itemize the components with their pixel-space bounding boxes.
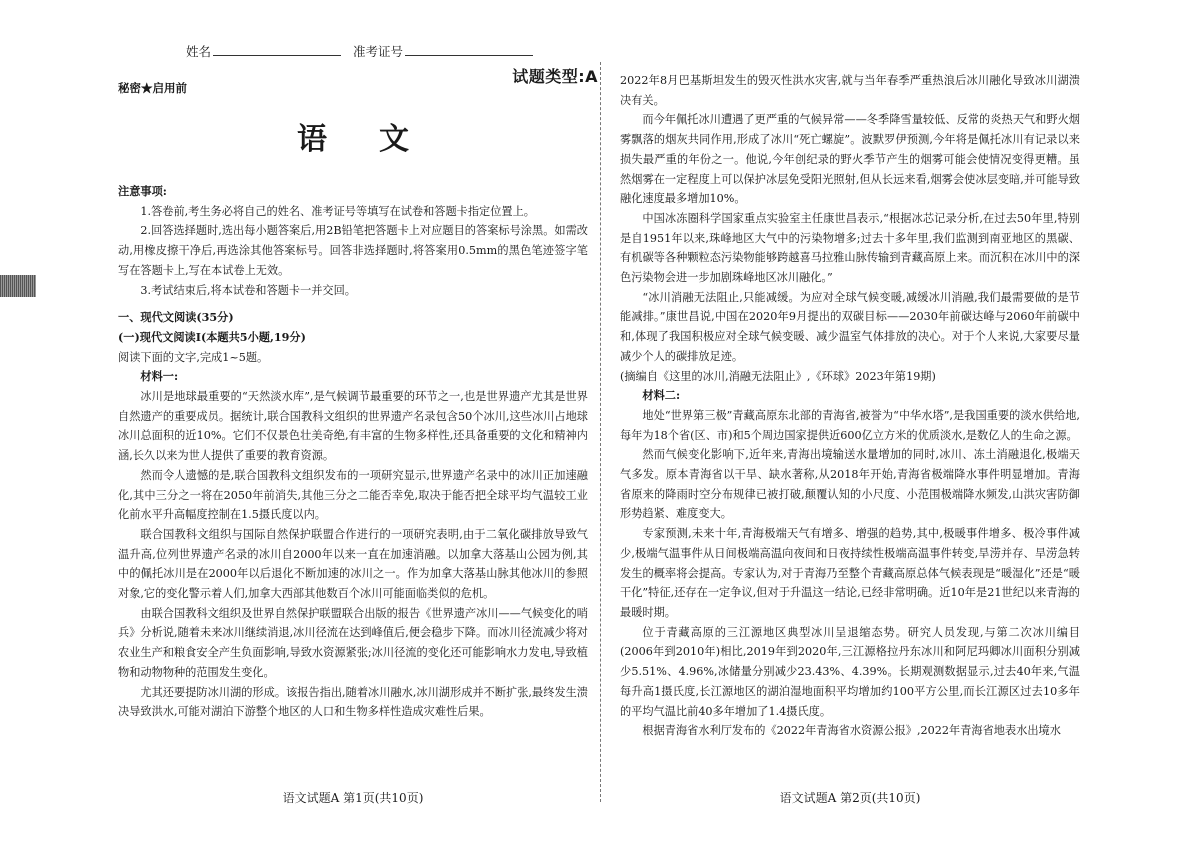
note-item: 3.考试结束后,将本试卷和答题卡一并交回。 xyxy=(140,283,356,297)
candidate-info-line xyxy=(186,42,541,60)
note-item: 1.答卷前,考生务必将自己的姓名、准考证号等填写在试卷和答题卡指定位置上。 xyxy=(140,204,535,218)
paragraph: 中国冰冻圈科学国家重点实验室主任康世昌表示,“根据冰芯记录分析,在过去50年里,特别是自1951年以来,珠峰地区大气中的污染物增多;过去十多年里,我们监测到南亚地区的黑碳、有机碳等各种颗粒态污染物能够跨越喜马拉雅山脉传输到青藏高原上来。而沉积在冰川中的深色污染物会进一步加剧珠峰地区冰川融化。” xyxy=(620,211,1080,285)
paragraph: 由联合国教科文组织及世界自然保护联盟联合出版的报告《世界遗产冰川——气候变化的哨兵》分析说,随着未来冰川继续消退,冰川径流在达到峰值后,便会稳步下降。而冰川径流减少将对农业生产和粮食安全产生负面影响,导致水资源紧张;冰川径流的变化还可能影响水力发电,导致植物和动物物种的范围发生变化。 xyxy=(118,606,588,679)
paragraph: 地处“世界第三极”青藏高原东北部的青海省,被誉为“中华水塔”,是我国重要的淡水供给地,每年为18个省(区、市)和5个周边国家提供近600亿立方米的优质淡水,是数亿人的生命之源。 xyxy=(620,408,1080,442)
material-2-label: 材料二: xyxy=(642,388,681,403)
name-blank[interactable] xyxy=(213,43,341,56)
id-label: 准考证号 xyxy=(353,44,404,59)
paragraph: “冰川消融无法阻止,只能减缓。为应对全球气候变暖,减缓冰川消融,我们最需要做的是节能减排。”康世昌说,中国在2020年9月提出的双碳目标——2030年前碳达峰与2060年前碳中和,体现了我国积极应对全球气候变暖、减少温室气体排放的决心。对于个人来说,大家要尽量减少个人的碳排放足迹。 xyxy=(620,290,1080,363)
exam-type-label: 试题类型:A xyxy=(512,67,598,86)
paragraph: 尤其还要提防冰川湖的形成。该报告指出,随着冰川融水,冰川湖形成并不断扩张,最终发生溃决导致洪水,可能对湖泊下游整个地区的人口和生物多样性造成灾难性后果。 xyxy=(118,685,588,719)
paragraph: 位于青藏高原的三江源地区典型冰川呈退缩态势。研究人员发现,与第二次冰川编目(2006年到2010年)相比,2019年到2020年,三江源格拉丹东冰川和阿尼玛卿冰川面积分别减少5.51%、4.96%,冰储量分别减少23.43%、4.39%。长期观测数据显示,过去40年来,气温每升高1摄氏度,长江源地区的湖泊湿地面积平均增加约100平方公里,而长江源区过去10多年的平均气温比前40多年增加了1.4摄氏度。 xyxy=(620,625,1080,718)
page-2-footer: 语文试题A 第2页(共10页) xyxy=(779,791,921,805)
note-item: 2.回答选择题时,选出每小题答案后,用2B铅笔把答题卡上对应题目的答案标号涂黑。如需改动,用橡皮擦干净后,再选涂其他答案标号。回答非选择题时,将答案用0.5mm的黑色笔迹签字笔写在答题卡上,写在本试卷上无效。 xyxy=(118,224,588,277)
paragraph: 而今年佩托冰川遭遇了更严重的气候异常——冬季降雪量较低、反常的炎热天气和野火烟雾飘落的烟灰共同作用,形成了冰川“死亡螺旋”。波默罗伊预测,今年将是佩托冰川有记录以来损失最严重的年份之一。他说,今年创纪录的野火季节产生的烟雾可能会使情况变得更糟。虽然烟雾在一定程度上可以保护冰层免受阳光照射,但从长远来看,烟雾会使冰层变暗,并可能导致融化速度最多增加10%。 xyxy=(620,113,1080,206)
subject-title: 语文 xyxy=(297,122,461,157)
paragraph: 专家预测,未来十年,青海极端天气有增多、增强的趋势,其中,极暖事件增多、极冷事件减少,极端气温事件从日间极端高温向夜间和日夜持续性极端高温事件转变,旱涝并存、旱涝急转发生的概率将会提高。专家认为,对于青海乃至整个青藏高原总体气候表现是“暖湿化”还是“暖干化”特征,还存在一定争议,但对于升温这一结论,已经非常明确。近10年是21世纪以来青海的最暖时期。 xyxy=(620,527,1080,619)
source-citation: (摘编自《这里的冰川,消融无法阻止》,《环球》2023年第19期) xyxy=(620,369,936,383)
paragraph: 联合国教科文组织与国际自然保护联盟合作进行的一项研究表明,由于二氧化碳排放导致气温升高,位列世界遗产名录的冰川自2000年以来一直在加速消融。以加拿大落基山公园为例,其中的佩托冰川是在2000年以后退化不断加速的冰川之一。作为加拿大落基山脉其他冰川的参照对象,它的变化警示着人们,加拿大西部其他数百个冰川可能面临类似的危机。 xyxy=(118,527,588,601)
page-divider xyxy=(600,62,601,802)
name-label: 姓名 xyxy=(186,44,212,59)
secret-label: 秘密★启用前 xyxy=(118,81,187,95)
section-instruction: 阅读下面的文字,完成1~5题。 xyxy=(118,350,269,364)
page-1 xyxy=(118,0,598,849)
paragraph: 2022年8月巴基斯坦发生的毁灭性洪水灾害,就与当年春季严重热浪后冰川融化导致冰川湖溃决有关。 xyxy=(620,74,1080,107)
page-1-footer: 语文试题A 第1页(共10页) xyxy=(282,791,424,805)
paragraph: 根据青海省水利厅发布的《2022年青海省水资源公报》,2022年青海省地表水出境水 xyxy=(642,724,1061,738)
paragraph: 然而令人遗憾的是,联合国教科文组织发布的一项研究显示,世界遗产名录中的冰川正加速融化,其中三分之一将在2050年前消失,其他三分之二能否幸免,取决于能否把全球平均气温较工业化前水平升高幅度控制在1.5摄氏度以内。 xyxy=(118,468,588,522)
id-blank[interactable] xyxy=(405,43,533,56)
section-subtitle: (一)现代文阅读Ⅰ(本题共5小题,19分) xyxy=(118,329,306,344)
left-page-text xyxy=(118,182,588,722)
page-2 xyxy=(620,0,1080,849)
material-1-label: 材料一: xyxy=(140,369,179,384)
paragraph: 冰川是地球最重要的“天然淡水库”,是气候调节最重要的环节之一,也是世界遗产尤其是世界自然遗产的重要成员。据统计,联合国教科文组织的世界遗产名录包含50个冰川,这些冰川占地球冰川总面积的近10%。它们不仅景色壮美奇绝,有丰富的生物多样性,还具备重要的文化和精神内涵,长久以来为世人提供了重要的教育资源。 xyxy=(118,390,588,463)
section-title: 一、现代文阅读(35分) xyxy=(118,310,234,325)
binding-crop-mark xyxy=(0,275,36,297)
right-page-text xyxy=(620,71,1080,741)
notes-heading: 注意事项: xyxy=(118,184,167,198)
paragraph: 然而气候变化影响下,近年来,青海出境输送水量增加的同时,冰川、冻土消融退化,极端天气多发。原本青海省以干旱、缺水著称,从2018年开始,青海省极端降水事件明显增加。青海省原来的降雨时空分布规律已被打破,颠覆认知的小尺度、小范围极端降水频发,山洪灾害防御形势趋紧、难度变大。 xyxy=(620,448,1080,521)
